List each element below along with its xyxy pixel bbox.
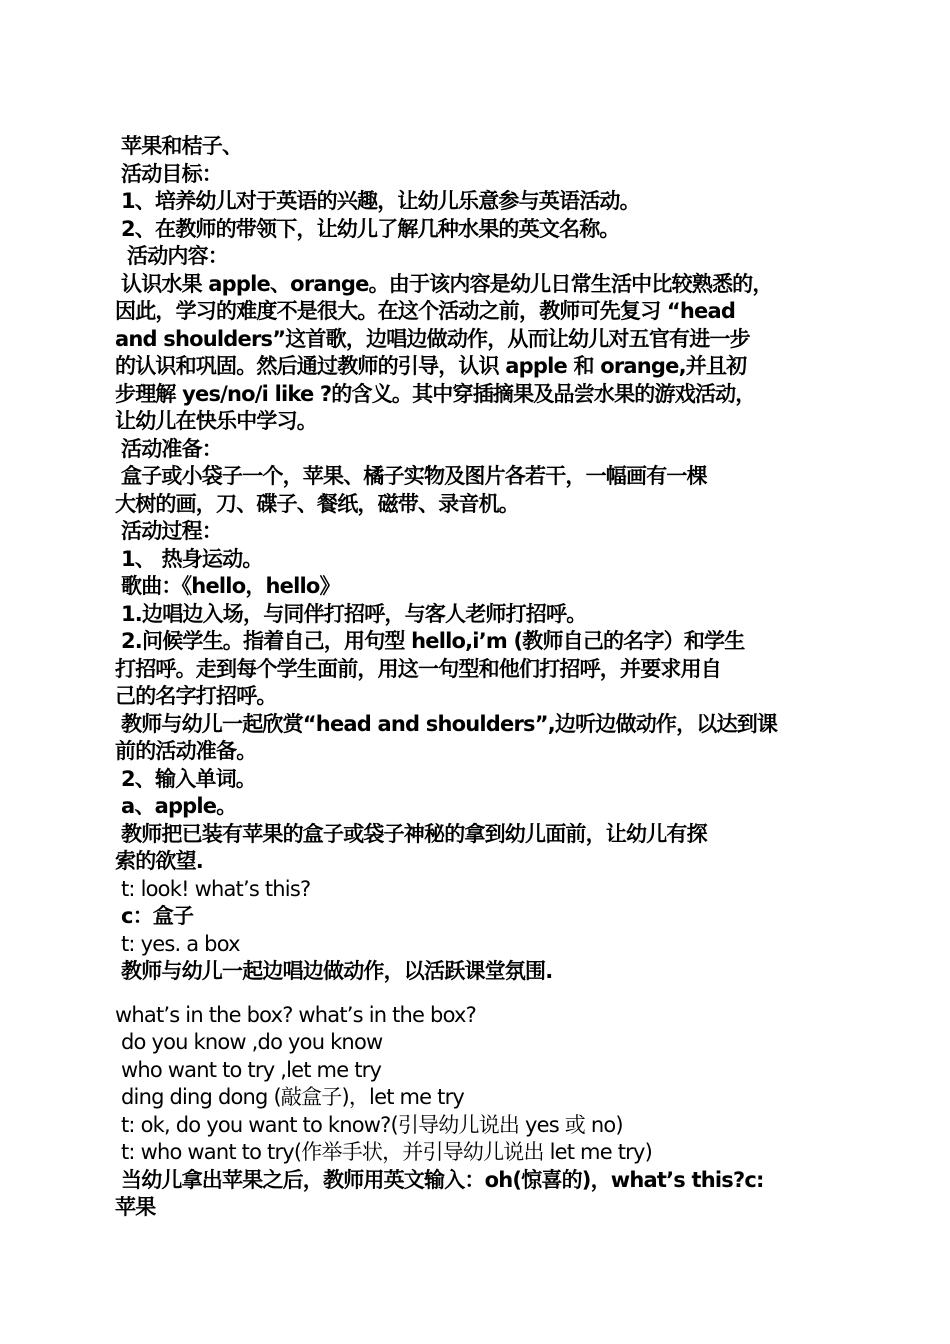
song-line: do you know ,do you know (121, 1030, 383, 1054)
paragraph-line: 索的欲望. (115, 849, 203, 873)
document-body (115, 133, 840, 1222)
step-heading: 1、 热身运动。 (121, 546, 263, 571)
paragraph-line: 教师把已装有苹果的盒子或袋子神秘的拿到幼儿面前，让幼儿有探 (121, 821, 707, 846)
dialogue-line: c：盒子 (121, 904, 194, 928)
paragraph-line: 前的活动准备。 (115, 739, 257, 763)
paragraph-line: 教师与幼儿一起欣赏“head and shoulders”,边听边做动作，以达到课 (121, 711, 778, 736)
paragraph-line: 让幼儿在快乐中学习。 (115, 409, 317, 433)
paragraph-line: 步理解 yes/no/i like ?的含义。其中穿插摘果及品尝水果的游戏活动， (115, 381, 756, 406)
song-line: what’s in the box? what’s in the box? (115, 1002, 476, 1027)
blank-line (115, 986, 840, 1002)
goal-item: 1、培养幼儿对于英语的兴趣，让幼儿乐意参与英语活动。 (121, 189, 640, 213)
paragraph-line: 当幼儿拿出苹果之后，教师用英文输入：oh(惊喜的)，what’s this?c: (121, 1167, 764, 1192)
step-heading: 2、输入单词。 (121, 766, 257, 791)
paragraph-line: 苹果 (115, 1195, 156, 1219)
paragraph-line: 的认识和巩固。然后通过教师的引导，认识 apple 和 orange,并且初 (115, 354, 747, 378)
goal-item: 2、在教师的带领下，让幼儿了解几种水果的英文名称。 (121, 216, 620, 241)
dialogue-line: t: ok, do you want to know?(引导幼儿说出 yes 或 no) (121, 1112, 623, 1137)
dialogue-line: t: look! what’s this? (121, 876, 311, 901)
paragraph-line: 盒子或小袋子一个，苹果、橘子实物及图片各若干，一幅画有一棵 (121, 464, 707, 488)
paragraph-line: 教师与幼儿一起边唱边做动作，以活跃课堂氛围. (121, 959, 553, 983)
section-heading-preparation: 活动准备： (121, 436, 222, 461)
section-heading-process: 活动过程： (121, 519, 222, 543)
song-line: who want to try ,let me try (121, 1057, 382, 1082)
paragraph-line: a、apple。 (121, 794, 237, 818)
paragraph-line: 歌曲：《hello，hello》 (121, 574, 340, 598)
paragraph-line: 2.问候学生。指着自己，用句型 hello,i’m (教师自己的名字）和学生 (121, 629, 745, 653)
document-title: 苹果和桔子、 (121, 134, 243, 158)
section-heading-content: 活动内容： (127, 244, 228, 268)
dialogue-line: t: yes. a box (121, 931, 240, 956)
paragraph-line: and shoulders”这首歌，边唱边做动作，从而让幼儿对五官有进一步 (115, 326, 750, 351)
paragraph-line: 1.边唱边入场，与同伴打招呼，与客人老师打招呼。 (121, 601, 587, 626)
paragraph-line: 因此，学习的难度不是很大。在这个活动之前，教师可先复习 “head (115, 299, 736, 323)
paragraph-line: 大树的画，刀、碟子、餐纸，磁带、录音机。 (115, 491, 519, 516)
dialogue-line: t: who want to try(作举手状，并引导幼儿说出 let me try) (121, 1140, 652, 1164)
paragraph-line: 己的名字打招呼。 (115, 684, 277, 708)
paragraph-line: 认识水果 apple、orange。由于该内容是幼儿日常生活中比较熟悉的， (121, 271, 773, 296)
song-line: ding ding dong (敲盒子)，let me try (121, 1085, 465, 1109)
paragraph-line: 打招呼。走到每个学生面前，用这一句型和他们打招呼，并要求用自 (115, 656, 721, 681)
section-heading-goals: 活动目标： (121, 161, 222, 186)
